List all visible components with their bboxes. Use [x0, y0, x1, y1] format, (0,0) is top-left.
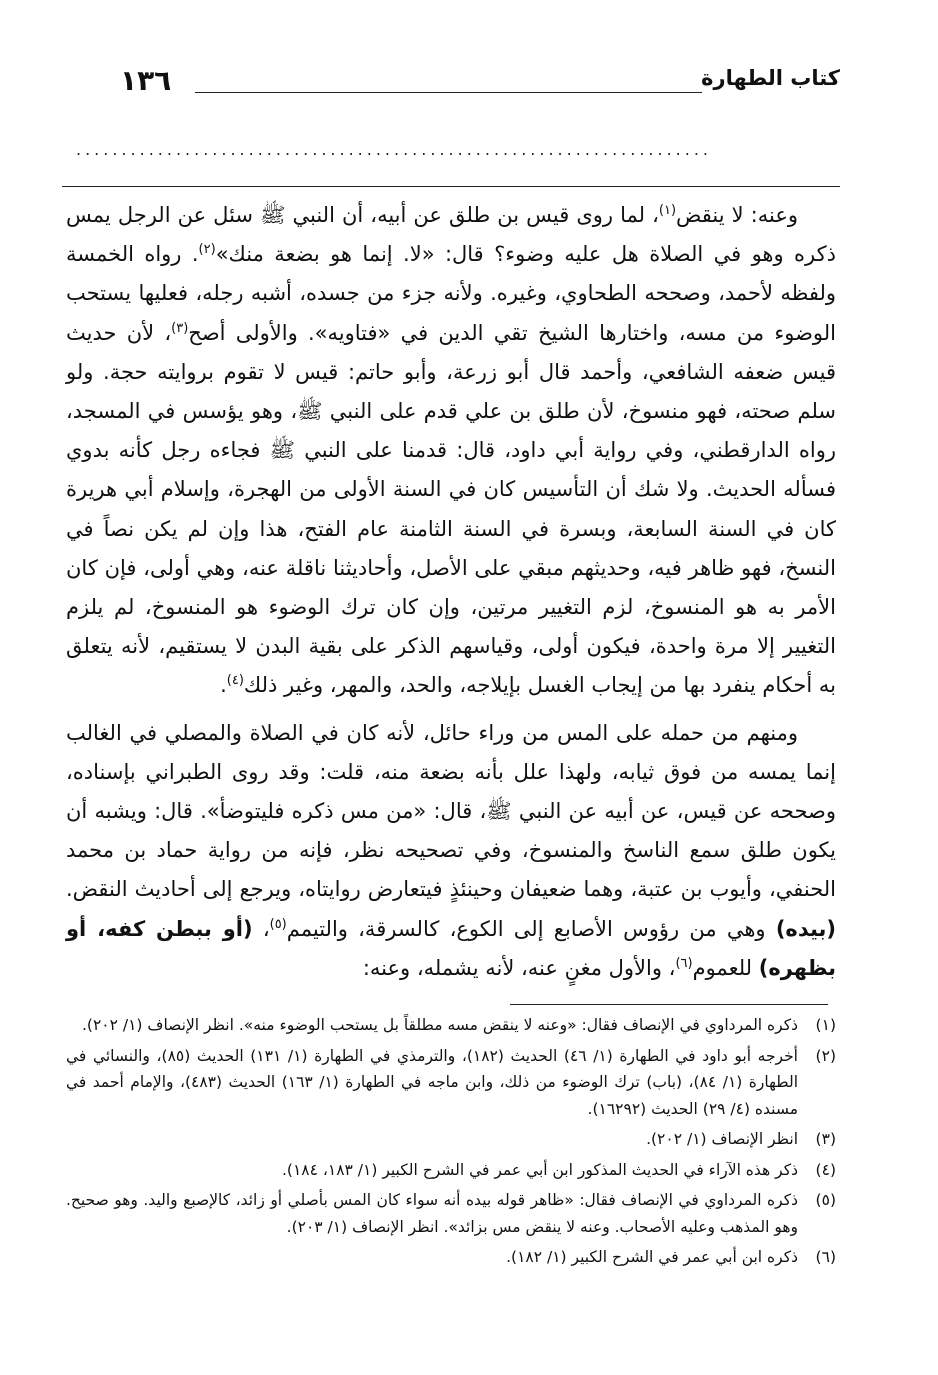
- matn-bold-palm: (أو ببطن كفه، أو بظهره): [66, 916, 836, 980]
- top-rule: [62, 186, 840, 187]
- matn-bold-hand: (بيده): [775, 916, 837, 941]
- running-header: [60, 64, 840, 108]
- main-text: [66, 196, 836, 988]
- footnote-2: (٢) أخرجه أبو داود في الطهارة (١/ ٤٦) الحديث (١٨٢)، والترمذي في الطهارة (١/ ١٣١) الحديث (٨٥)، والنسائي في الطهارة (١/ ٨٤)، (باب) ترك الوضوء من ذلك، وابن ماجه في الطهارة (١/ ١٦٣) الحديث (٤٨٣)، والإمام أحمد في مسنده (٤/ ٢٩) الحديث (١٦٢٩٢).: [66, 1046, 836, 1118]
- footnote-ref-6[interactable]: (٦): [675, 955, 693, 971]
- footnotes: [66, 1012, 836, 1275]
- footnote-ref-4[interactable]: (٤): [226, 673, 244, 689]
- footnote-ref-1[interactable]: (١): [658, 203, 677, 218]
- footnote-6: (٦) ذكره ابن أبي عمر في الشرح الكبير (١/ ١٨٢).: [506, 1248, 836, 1266]
- paragraph-2: ومنهم من حمله على المس من وراء حائل، لأنه كان في الصلاة والمصلي في الغالب إنما يمسه من فوق ثيابه، ولهذا علل بأنه بضعة منه، قلت: وقد روى الطبراني بإسناده، وصححه عن قيس، عن أبيه عن النبي ﷺ، قال: «من مس ذكره فليتوضأ». قال: ويشبه أن يكون طلق سمع الناسخ والمنسوخ، وفي تصحيحه نظر، فإنه من رواية حماد بن محمد الحنفي، وأيوب بن عتبة، وهما ضعيفان وحينئذٍ فيتعارض روايتاه، ويرجع إلى أحاديث النقض. (بيده) وهي من رؤوس الأصابع إلى الكوع، كالسرقة، والتيمم$^{(٥)}$، (أو ببطن كفه، أو بظهره) للعموم$^{(٦)}$، والأول مغنٍ عنه، لأنه يشمله، وعنه:: [66, 720, 837, 980]
- footnote-4: (٤) ذكر هذه الآراء في الحديث المذكور ابن أبي عمر في الشرح الكبير (١/ ١٨٣، ١٨٤).: [281, 1160, 836, 1179]
- footnote-ref-5[interactable]: (٥): [269, 916, 287, 932]
- footnote-ref-2[interactable]: (٢): [198, 242, 216, 258]
- paragraph-1: وعنه: لا ينقض$^{(١)}$، لما روى قيس بن طلق عن أبيه، أن النبي ﷺ سئل عن الرجل يمس ذكره وهو في الصلاة هل عليه وضوء؟ قال: «لا. إنما هو بضعة منك»$^{(٢)}$. رواه الخمسة ولفظه لأحمد، وصححه الطحاوي، وغيره. ولأنه جزء من جسده، أشبه رجله، فعليها يستحب الوضوء من مسه، واختارها الشيخ تقي الدين في «فتاويه». والأولى أصح$^{(٣)}$، لأن حديث قيس ضعفه الشافعي، وأحمد قال أبو زرعة، وأبو حاتم: قيس لا تقوم بروايته حجة. ولو سلم صحته، فهو منسوخ، لأن طلق بن علي قدم على النبي ﷺ، وهو يؤسس في المسجد، رواه الدارقطني، وفي رواية أبي داود، قال: قدمنا على النبي ﷺ فجاءه رجل كأنه بدوي فسأله الحديث. ولا شك أن التأسيس كان في السنة الأولى من الهجرة، وإسلام أبي هريرة كان في السنة السابعة، وبسرة في السنة الثامنة عام الفتح، هذا وإن لم يكن نصاً في النسخ، فهو ظاهر فيه، وحديثهم مبقي على الأصل، وأحاديثنا ناقلة عنه، وهي أولى، فإن كان الأمر به هو المنسوخ، لزم التغيير مرتين، وإن كان ترك الوضوء هو المنسوخ، لم يلزم التغيير إلا مرة واحدة، فيكون أولى، وقياسهم الذكر على بقية البدن لا يستقيم، لأنه يتعلق به أحكام ينفرد بها من إيجاب الغسل بإيلاجه، والحد، والمهر، وغير ذلك$^{(٤)}$.: [66, 203, 836, 698]
- page-number: ١٣٦: [120, 64, 172, 97]
- footnote-ref-3[interactable]: (٣): [171, 320, 189, 336]
- book-title: كتاب الطهارة: [701, 66, 840, 90]
- footnote-5: (٥) ذكره المرداوي في الإنصاف فقال: «ظاهر قوله بيده أنه سواء كان المس بأصلي أو زائد، كالإصبع واليد. وهو صحيح. وهو المذهب وعليه الأصحاب. وعنه لا ينقض مس بزائد». انظر الإنصاف (١/ ٢٠٣).: [66, 1191, 836, 1236]
- footnote-3: (٣) انظر الإنصاف (١/ ٢٠٢).: [646, 1130, 836, 1148]
- dotted-separator: ......................................................................: [76, 140, 713, 159]
- footnote-rule: [510, 1004, 828, 1005]
- header-rule: [195, 92, 702, 93]
- footnote-1: (١) ذكره المرداوي في الإنصاف فقال: «وعنه لا ينقض مسه مطلقاً بل يستحب الوضوء منه». انظر الإنصاف (١/ ٢٠٢).: [81, 1016, 836, 1034]
